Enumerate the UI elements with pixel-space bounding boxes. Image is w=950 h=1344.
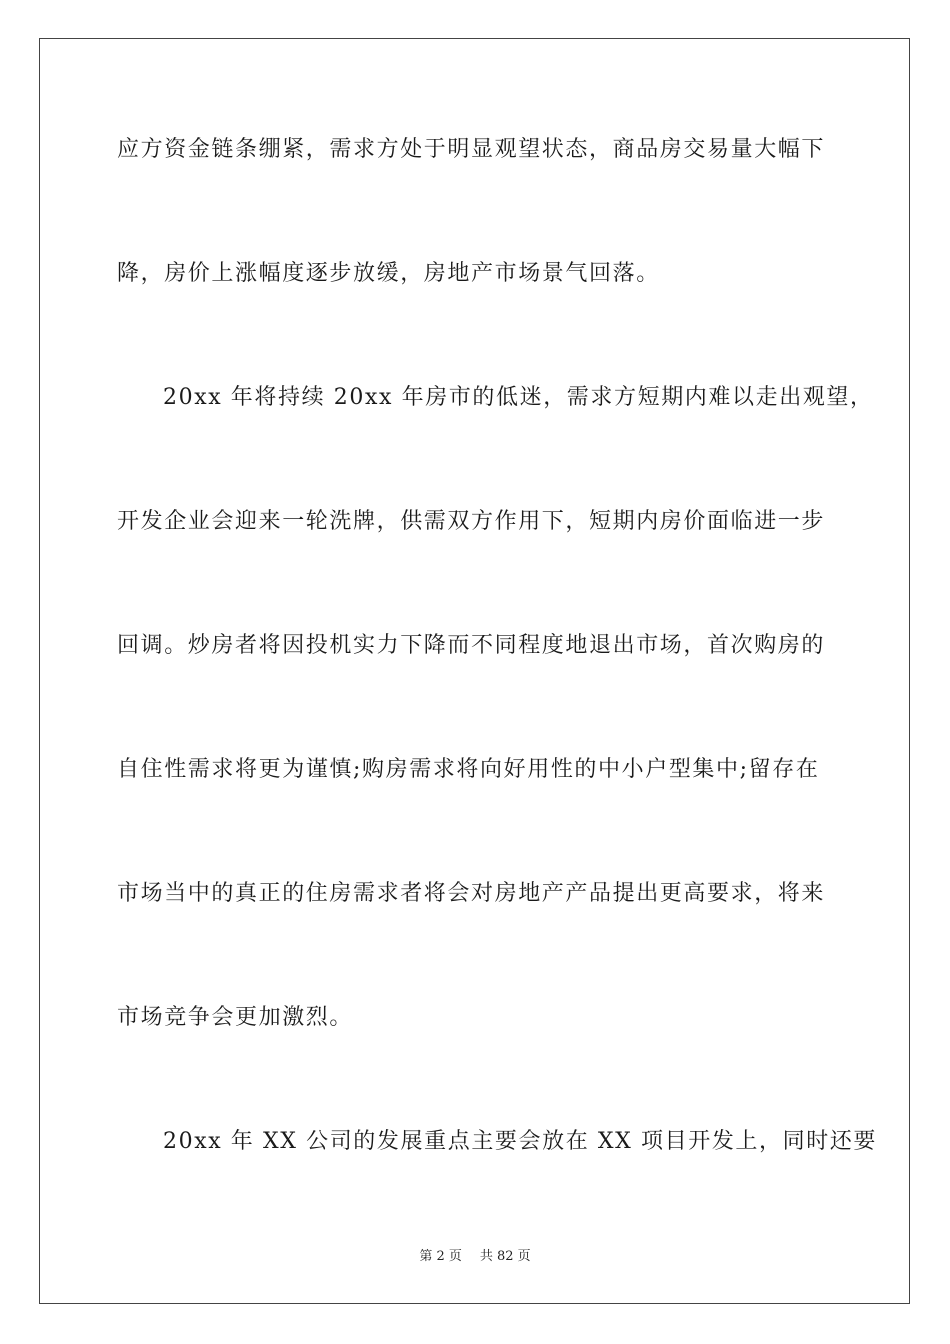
paragraph-start-line: 20xx 年将持续 20xx 年房市的低迷，需求方短期内难以走出观望， <box>163 385 874 410</box>
text-line: 市场当中的真正的住房需求者将会对房地产产品提出更高要求，将来 <box>117 881 826 906</box>
text-line: 市场竞争会更加激烈。 <box>117 1005 354 1030</box>
text-line: 开发企业会迎来一轮洗牌，供需双方作用下，短期内房价面临进一步 <box>117 509 826 534</box>
page-number: 第 2 页 <box>419 1249 462 1264</box>
paragraph-start-line: 20xx 年 XX 公司的发展重点主要会放在 XX 项目开发上，同时还要 <box>163 1129 878 1154</box>
total-pages: 共 82 页 <box>479 1249 531 1264</box>
text-line: 应方资金链条绷紧，需求方处于明显观望状态，商品房交易量大幅下 <box>117 137 826 162</box>
page-border <box>39 38 910 1304</box>
page-footer <box>0 1248 950 1266</box>
text-line: 回调。炒房者将因投机实力下降而不同程度地退出市场，首次购房的 <box>117 633 826 658</box>
text-line: 降，房价上涨幅度逐步放缓，房地产市场景气回落。 <box>117 261 660 286</box>
text-line: 自住性需求将更为谨慎;购房需求将向好用性的中小户型集中;留存在 <box>117 757 820 782</box>
